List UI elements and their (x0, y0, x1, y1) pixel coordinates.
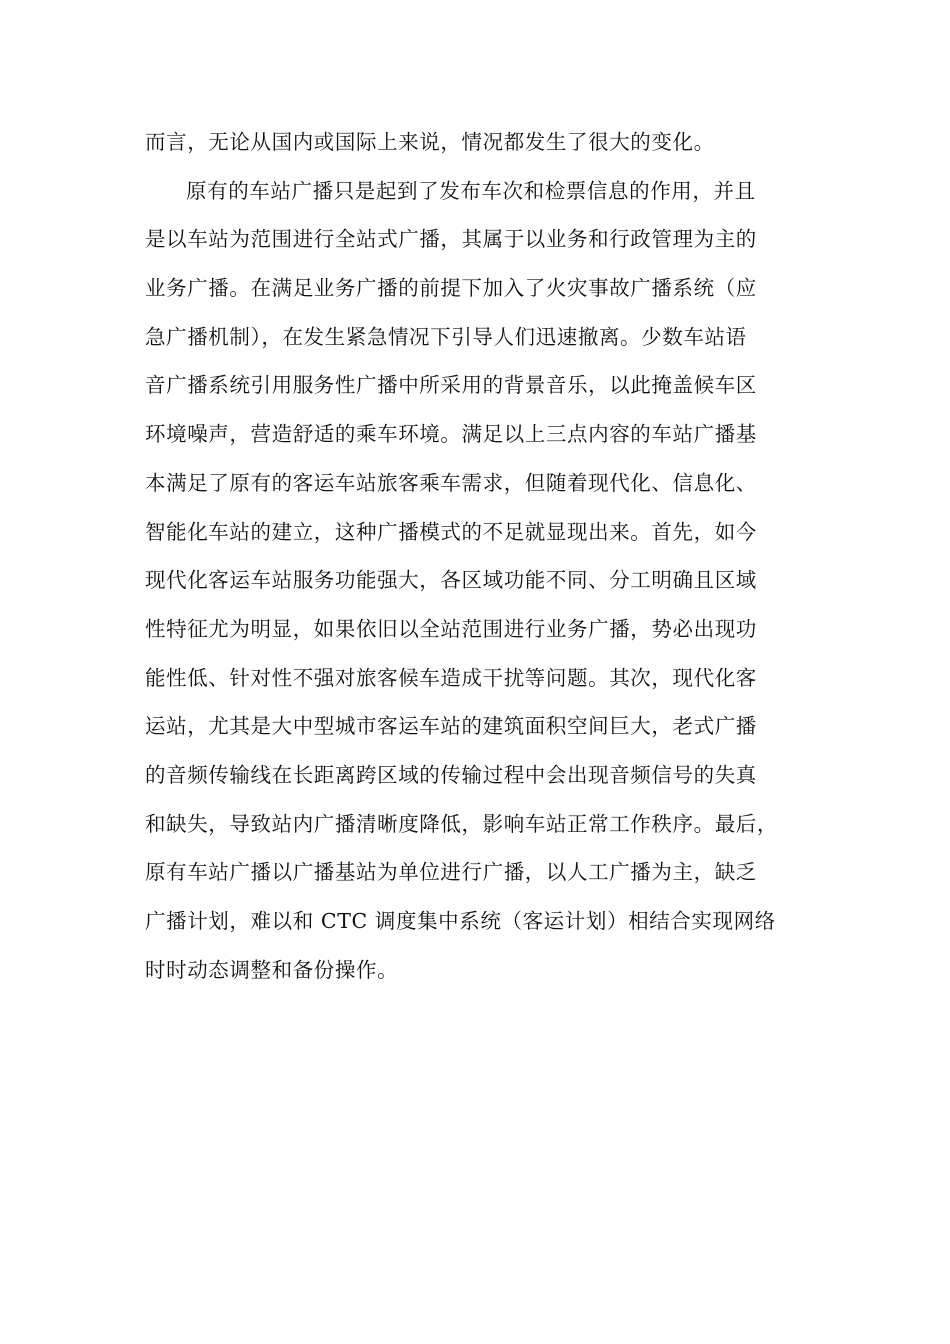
text-line: 广播计划，难以和 CTC 调度集中系统（客运计划）相结合实现网络 (145, 909, 776, 933)
text-line: 业务广播。在满足业务广播的前提下加入了火灾事故广播系统（应 (145, 276, 757, 301)
paragraph-start-line: 原有的车站广播只是起到了发布车次和检票信息的作用，并且 (186, 178, 756, 203)
text-line: 音广播系统引用服务性广播中所采用的背景音乐，以此掩盖候车区 (145, 373, 757, 398)
text-line: 运站，尤其是大中型城市客运车站的建筑面积空间巨大，老式广播 (145, 714, 757, 739)
text-line: 急广播机制），在发生紧急情况下引导人们迅速撤离。少数车站语 (145, 324, 747, 349)
text-line: 环境噪声，营造舒适的乘车环境。满足以上三点内容的车站广播基 (145, 422, 757, 447)
text-line: 现代化客运车站服务功能强大，各区域功能不同、分工明确且区域 (145, 568, 757, 593)
text-line: 而言，无论从国内或国际上来说，情况都发生了很大的变化。 (145, 130, 715, 154)
text-line: 智能化车站的建立，这种广播模式的不足就显现出来。首先，如今 (145, 519, 757, 544)
text-line: 本满足了原有的客运车站旅客乘车需求，但随着现代化、信息化、 (145, 470, 757, 495)
text-line: 原有车站广播以广播基站为单位进行广播，以人工广播为主，缺乏 (145, 860, 757, 885)
body-text (145, 118, 825, 994)
text-line: 性特征尤为明显，如果依旧以全站范围进行业务广播，势必出现功 (145, 616, 757, 641)
text-line: 能性低、针对性不强对旅客候车造成干扰等问题。其次，现代化客 (145, 665, 757, 690)
text-line: 的音频传输线在长距离跨区域的传输过程中会出现音频信号的失真 (145, 762, 757, 787)
text-line: 时时动态调整和备份操作。 (145, 957, 399, 982)
text-line: 是以车站为范围进行全站式广播，其属于以业务和行政管理为主的 (145, 227, 757, 252)
text-line: 和缺失，导致站内广播清晰度降低，影响车站正常工作秩序。最后， (145, 811, 778, 836)
